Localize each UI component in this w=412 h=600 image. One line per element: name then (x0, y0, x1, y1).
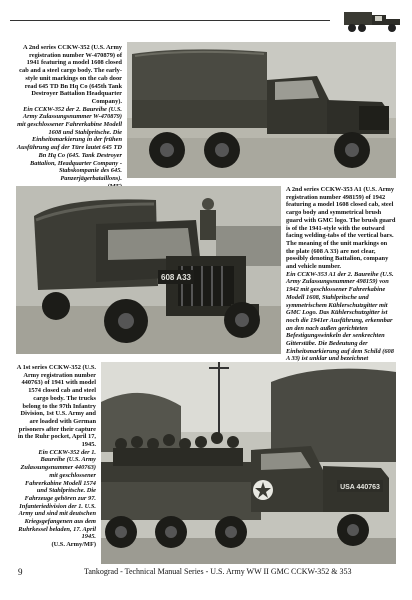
photo-1 (127, 42, 396, 178)
caption-2 (286, 186, 396, 363)
footer-series-title: Tankograd - Technical Manual Series - U.S. Army WW II GMC CCKW-352 & 353 (84, 567, 352, 576)
photo-2 (16, 186, 281, 354)
caption-3-de: Ein CCKW-352 der 1. Baureihe (U.S. Army Zulassungsnummer 440763) mit geschlossener Fahrerkabine Modell 1574 und Stahlpritsche. Die Fahrzeuge gehören zur 97. Infanteriedivision der 1. U.S. Army und sind mit deutschen Kriegsgefangenen aus dem Ruhrkessel beladen, 17. April 1945. (18, 448, 96, 541)
caption-2-de: Ein CCKW-353 A1 der 2. Baureihe (U.S. Army Zulassungsnummer 498159) von 1942 mit geschlossener Fahrerkabine Modell 1608, Stahlpritsche und symmetrischem Kühlerschutzgitter mit GMC Logo. Das Kühlerschutzgitter ist noch die 1941er Ausführung, erkennbar an den nach außen gerichteten Befestigungswinkeln der senkrechten Gitterstäbe. Die Bedeutung der Einheitsmarkierung auf dem Schild (608 A 33) ist unklar und bezeichnet (286, 270, 394, 363)
caption-1 (16, 44, 122, 182)
caption-3 (16, 364, 96, 564)
photo-3 (101, 362, 396, 564)
page-number: 9 (18, 567, 23, 577)
caption-2-en: A 2nd series CCKW-353 A1 (U.S. Army registration number 498159) of 1942 featuring a model 1608 closed cab, steel cargo body and symmetrical brush guard with GMC logo. The brush guard is of the 1941-style with the outward facing welding-tabs of the vertical bars. The meaning of the unit markings on the plate (608 A 33) are not clear, possibly denoting Battalion, company and vehicle number. (286, 186, 396, 271)
caption-1-en: A 2nd series CCKW-352 (U.S. Army registration number W-470879) of 1941 featuring a model 1608 closed cab and a steel cargo body. The early-style unit markings on the cab door read 645 TD Bn Hq Co (645th Tank Destroyer Battalion Headquarter Company). (19, 44, 122, 105)
caption-1-de: Ein CCKW-352 der 2. Baureihe (U.S. Army Zulassungsnummer W-470879) mit geschlossener Fahrerkabine Modell 1608 und Stahlpritsche. Die Einheitsmarkierung in der frühen Ausführung auf der Türe lautet 645 TD Bn Hq Co (645. Tank Destroyer Battalion, Headquarter Company - Stabskompanie des 645. Panzerjägerbataillons). (16, 105, 122, 182)
plate-text: 608 A33 (161, 273, 191, 282)
header-rule (10, 20, 330, 21)
page-header (0, 0, 412, 40)
caption-3-en: A 1st series CCKW-352 (U.S. Army registration number 440763) of 1941 with model 1574 closed cab and steel cargo body. The trucks belong to the 97th Infantry Division, 1st U.S. Army and are loaded with German prisoners after their capture in the Ruhr pocket, April 17, 1945. (16, 364, 96, 449)
bumper-text: USA 440763 (340, 484, 380, 491)
truck-thumbnail-icon (342, 6, 404, 36)
caption-3-credit: (U.S. Army/MF) (51, 541, 96, 549)
